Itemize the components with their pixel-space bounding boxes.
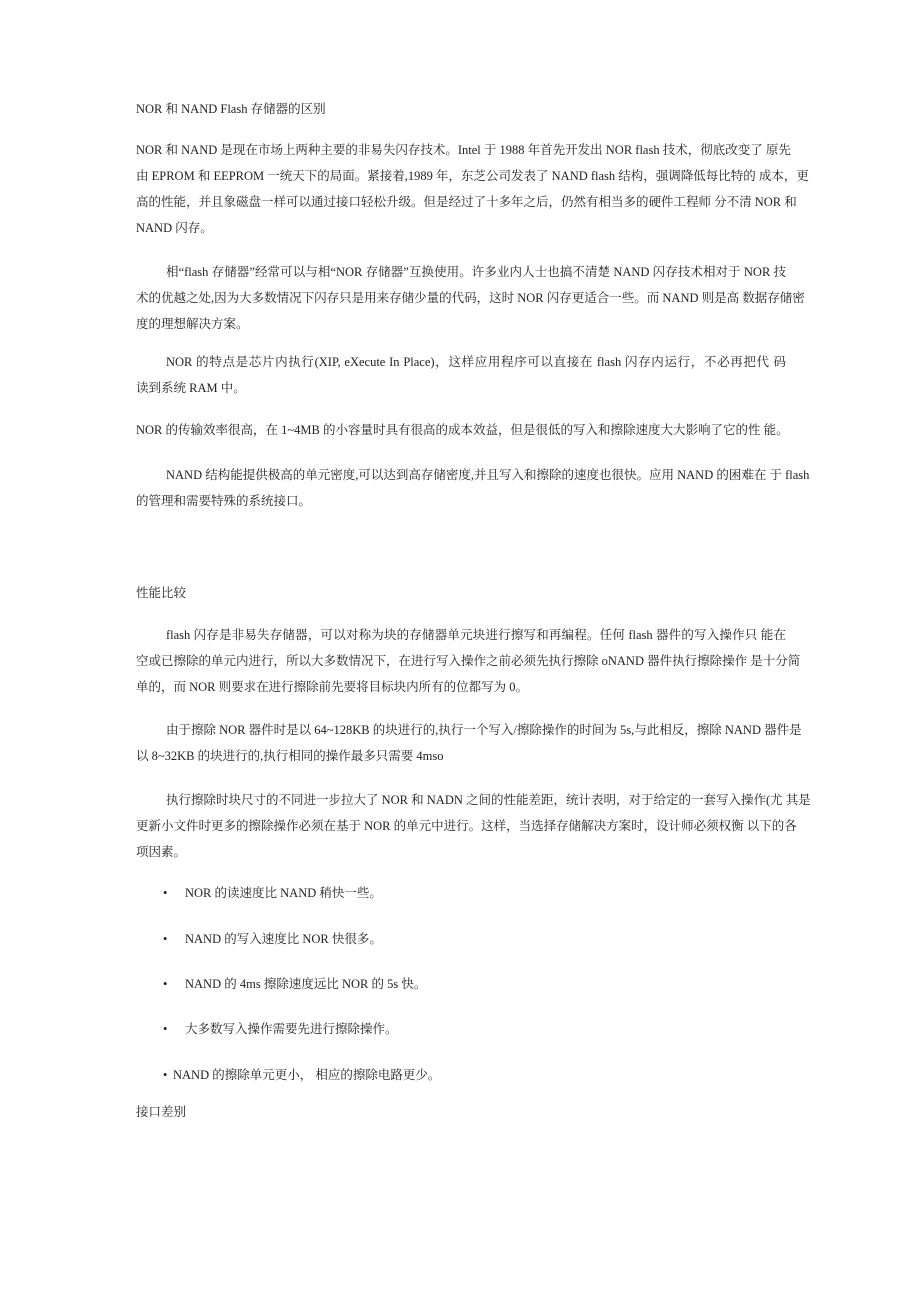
list-item-text: NOR 的读速度比 NAND 稍快一些。 bbox=[185, 886, 382, 900]
list-item-text: NAND 的擦除单元更小， 相应的擦除电路更少。 bbox=[173, 1068, 441, 1082]
bullet-icon: • bbox=[163, 1022, 168, 1036]
text-line: 项因素。 bbox=[136, 845, 187, 859]
text-line: NAND 结构能提供极高的单元密度,可以达到高存储密度,并且写入和擦除的速度也很快。应用 NAND 的困难在 于 flash bbox=[166, 468, 810, 482]
list-item bbox=[163, 929, 382, 947]
paragraph-nand-structure bbox=[136, 467, 810, 519]
text-line: 单的，而 NOR 则要求在进行擦除前先要将目标块内所有的位都写为 0。 bbox=[136, 680, 529, 694]
text-line: 读到系统 RAM 中。 bbox=[136, 381, 246, 395]
text-line: 执行擦除时块尺寸的不同进一步拉大了 NOR 和 NADN 之间的性能差距，统计表明，对于给定的一套写入操作(尤 其是 bbox=[166, 793, 811, 807]
bullet-icon: • bbox=[163, 1068, 168, 1082]
bullet-icon: • bbox=[163, 886, 168, 900]
section-heading-interface: 接口差别 bbox=[136, 1105, 187, 1119]
bullet-icon: • bbox=[163, 932, 168, 946]
paragraph-erase bbox=[136, 627, 801, 705]
list-item-text: 大多数写入操作需要先进行擦除操作。 bbox=[185, 1022, 398, 1036]
text-line: flash 闪存是非易失存储器，可以对称为块的存储器单元块进行擦写和再编程。任何 flash 器件的写入操作只 能在 bbox=[166, 628, 786, 642]
text-line: 高的性能，并且象磁盘一样可以通过接口轻松升级。但是经过了十多年之后，仍然有相当多的硬件工程师 分不清 NOR 和 bbox=[136, 195, 797, 209]
list-item-text: NAND 的写入速度比 NOR 快很多。 bbox=[185, 932, 382, 946]
list-item bbox=[163, 883, 382, 901]
text-line: 更新小文件时更多的擦除操作必须在基于 NOR 的单元中进行。这样，当选择存储解决方案时，设计师必须权衡 以下的各 bbox=[136, 819, 797, 833]
text-line: NOR 的特点是芯片内执行(XIP, eXecute In Place)，这样应用程序可以直接在 flash 闪存内运行，不必再把代 码 bbox=[166, 355, 786, 369]
document-title: NOR 和 NAND Flash 存储器的区别 bbox=[136, 102, 326, 116]
paragraph-xip bbox=[136, 354, 786, 406]
list-item bbox=[163, 1019, 398, 1037]
text-line: 由于擦除 NOR 器件时是以 64~128KB 的块进行的,执行一个写入/擦除操作的时间为 5s,与此相反，擦除 NAND 器件是 bbox=[166, 723, 802, 737]
paragraph-block-size bbox=[136, 722, 802, 774]
paragraph-flash-vs-nor bbox=[136, 264, 805, 342]
paragraph-intro bbox=[136, 142, 809, 246]
section-heading-performance: 性能比较 bbox=[136, 586, 187, 600]
text-line: 相“flash 存储器”经常可以与相“NOR 存储器”互换使用。许多业内人士也搞不清楚 NAND 闪存技术相对于 NOR 技 bbox=[166, 265, 786, 279]
paragraph-performance-gap bbox=[136, 792, 811, 870]
paragraph-nor-efficiency bbox=[136, 422, 789, 448]
list-item bbox=[163, 1065, 440, 1083]
text-line: 以 8~32KB 的块进行的,执行相同的操作最多只需要 4mso bbox=[136, 749, 444, 763]
text-line: 度的理想解决方案。 bbox=[136, 317, 249, 331]
bullet-icon: • bbox=[163, 977, 168, 991]
text-line: 术的优越之处,因为大多数情况下闪存只是用来存储少量的代码，这时 NOR 闪存更适合一些。而 NAND 则是高 数据存储密 bbox=[136, 291, 805, 305]
text-line: 由 EPROM 和 EEPROM 一统天下的局面。紧接着,1989 年，东芝公司发表了 NAND flash 结构，强调降低每比特的 成本，更 bbox=[136, 169, 809, 183]
text-line: NAND 闪存。 bbox=[136, 221, 213, 235]
text-line: 空或已擦除的单元内进行，所以大多数情况下，在进行写入操作之前必须先执行擦除 oNAND 器件执行擦除操作 是十分简 bbox=[136, 654, 801, 668]
list-item-text: NAND 的 4ms 擦除速度远比 NOR 的 5s 快。 bbox=[185, 977, 427, 991]
text-line: NOR 和 NAND 是现在市场上两种主要的非易失闪存技术。Intel 于 1988 年首先开发出 NOR flash 技术，彻底改变了 原先 bbox=[136, 143, 791, 157]
list-item bbox=[163, 974, 426, 992]
text-line: 的管理和需要特殊的系统接口。 bbox=[136, 494, 312, 508]
text-line: NOR 的传输效率很高，在 1~4MB 的小容量时具有很高的成本效益，但是很低的写入和擦除速度大大影响了它的性 能。 bbox=[136, 423, 789, 437]
